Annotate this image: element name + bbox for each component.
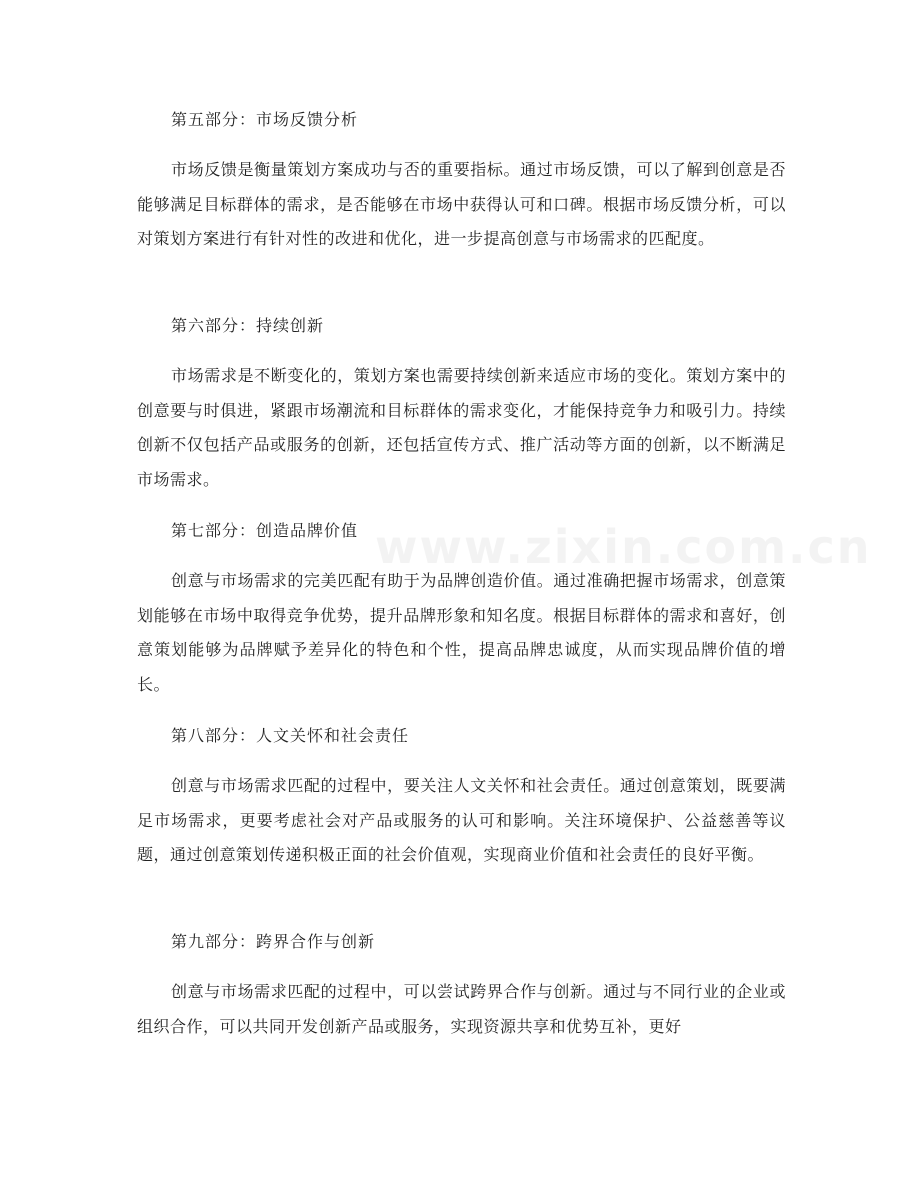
section-paragraph: 市场需求是不断变化的，策划方案也需要持续创新来适应市场的变化。策划方案中的创意要与时俱进，紧跟市场潮流和目标群体的需求变化，才能保持竞争力和吸引力。持续创新不仅包括产品或服务的创新，还包括宣传方式、推广活动等方面的创新，以不断满足市场需求。 [137, 366, 786, 489]
section-paragraph: 创意与市场需求的完美匹配有助于为品牌创造价值。通过准确把握市场需求，创意策划能够在市场中取得竞争优势，提升品牌形象和知名度。根据目标群体的需求和喜好，创意策划能够为品牌赋予差异化的特色和个性，提高品牌忠诚度，从而实现品牌价值的增长。 [137, 571, 786, 694]
section-heading: 第五部分：市场反馈分析 [171, 110, 359, 129]
watermark: www.zixin.com.cn [375, 520, 872, 574]
section-heading: 第九部分：跨界合作与创新 [171, 932, 376, 951]
section-paragraph: 创意与市场需求匹配的过程中，可以尝试跨界合作与创新。通过与不同行业的企业或组织合作，可以共同开发创新产品或服务，实现资源共享和优势互补，更好 [137, 982, 786, 1036]
section-heading: 第七部分：创造品牌价值 [171, 521, 359, 540]
section-paragraph: 创意与市场需求匹配的过程中，要关注人文关怀和社会责任。通过创意策划，既要满足市场需求，更要考虑社会对产品或服务的认可和影响。关注环境保护、公益慈善等议题，通过创意策划传递积极正面的社会价值观，实现商业价值和社会责任的良好平衡。 [137, 776, 786, 865]
section-heading: 第八部分：人文关怀和社会责任 [171, 726, 410, 745]
section-heading: 第六部分：持续创新 [171, 316, 325, 335]
section-paragraph: 市场反馈是衡量策划方案成功与否的重要指标。通过市场反馈，可以了解到创意是否能够满足目标群体的需求，是否能够在市场中获得认可和口碑。根据市场反馈分析，可以对策划方案进行有针对性的改进和优化，进一步提高创意与市场需求的匹配度。 [137, 160, 786, 249]
